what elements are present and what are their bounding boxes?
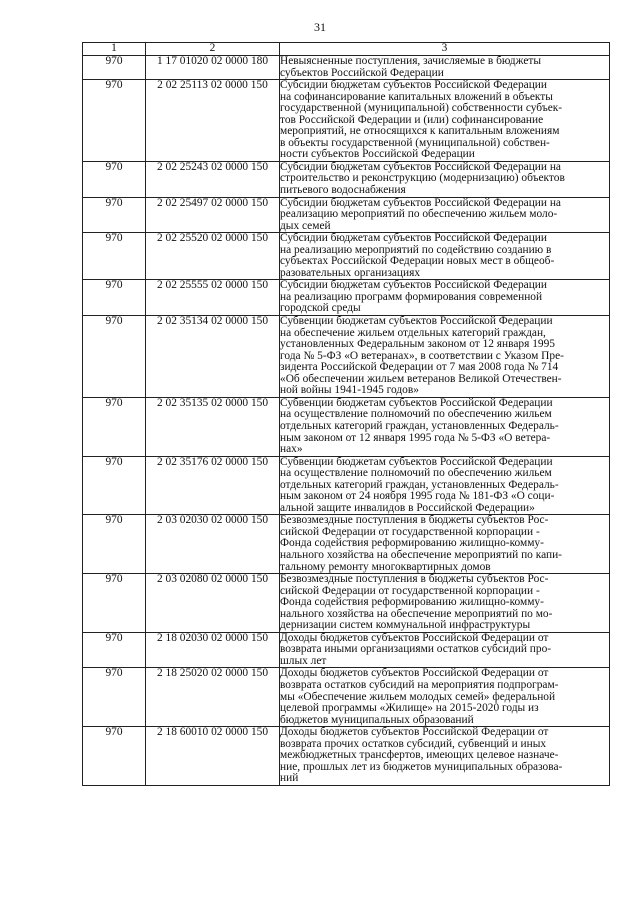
table-body	[83, 56, 610, 786]
budget-classification-code: 2 02 35134 02 0000 150	[146, 316, 280, 398]
description-line: возврата иными организациями остатков субсидий про-	[280, 643, 552, 656]
description-line: Доходы бюджетов субъектов Российской Федерации от	[280, 631, 549, 644]
description-line: тов Российской Федерации и (или) софинансирование	[280, 113, 544, 126]
description-line: субъектах Российской Федерации новых мест в общеоб-	[280, 255, 555, 268]
description-line: отдельных категорий граждан, установленных Федераль-	[280, 478, 559, 491]
description-line: Безвозмездные поступления в бюджеты субъектов Рос-	[280, 573, 549, 586]
table-row	[83, 197, 610, 233]
description-line: государственной (муниципальной) собственности субъек-	[280, 102, 563, 115]
table-row	[83, 80, 610, 162]
budget-classification-code: 2 02 35135 02 0000 150	[146, 397, 280, 456]
revenue-description	[280, 161, 610, 197]
table-row	[83, 280, 610, 316]
revenue-codes-table	[82, 42, 610, 786]
description-line: года № 5-ФЗ «О ветеранах», в соответствии с Указом Пре-	[280, 349, 564, 362]
budget-classification-code: 2 02 35176 02 0000 150	[146, 456, 280, 515]
description-line: Субсидии бюджетам субъектов Российской Федерации	[280, 279, 547, 292]
administrator-code: 970	[83, 397, 146, 456]
description-line: нального хозяйства на обеспечение мероприятий по капи-	[280, 548, 562, 561]
administrator-code: 970	[83, 515, 146, 574]
page-number: 31	[314, 20, 326, 34]
administrator-code: 970	[83, 80, 146, 162]
description-line: дых семей	[280, 219, 331, 232]
budget-classification-code: 2 03 02030 02 0000 150	[146, 515, 280, 574]
revenue-description	[280, 56, 610, 80]
description-line: установленных Федеральным законом от 12 января 1995	[280, 338, 555, 351]
description-line: целевой программы «Жилище» на 2015-2020 годы из	[280, 702, 539, 715]
budget-classification-code: 2 18 02030 02 0000 150	[146, 632, 280, 668]
column-header-3: 3	[280, 43, 610, 56]
description-line: на софинансирование капитальных вложений в объекты	[280, 90, 553, 103]
description-line: ности субъектов Российской Федерации	[280, 148, 475, 161]
administrator-code: 970	[83, 280, 146, 316]
description-line: нах»	[280, 443, 303, 456]
description-line: дернизации систем коммунальной инфраструктуры	[280, 619, 531, 632]
table-row	[83, 574, 610, 633]
description-line: шлых лет	[280, 654, 327, 667]
description-line: Субвенции бюджетам субъектов Российской Федерации	[280, 396, 553, 409]
table-row	[83, 456, 610, 515]
description-line: нального хозяйства на обеспечение мероприятий по мо-	[280, 607, 553, 620]
revenue-description	[280, 316, 610, 398]
revenue-description	[280, 668, 610, 727]
revenue-description	[280, 515, 610, 574]
description-line: возврата остатков субсидий на мероприятия подпрограм-	[280, 678, 559, 691]
revenue-description	[280, 397, 610, 456]
budget-classification-code: 2 02 25113 02 0000 150	[146, 80, 280, 162]
administrator-code: 970	[83, 161, 146, 197]
description-line: «Об обеспечении жильем ветеранов Великой Отечествен-	[280, 372, 562, 385]
column-header-2: 2	[146, 43, 280, 56]
description-line: ние, прошлых лет из бюджетов муниципальных образова-	[280, 760, 563, 773]
budget-classification-code: 2 02 25520 02 0000 150	[146, 233, 280, 280]
description-line: Субсидии бюджетам субъектов Российской Федерации на	[280, 160, 561, 173]
description-line: разовательных организациях	[280, 266, 421, 279]
table-header	[83, 43, 610, 56]
table-row	[83, 515, 610, 574]
table-row	[83, 727, 610, 786]
administrator-code: 970	[83, 316, 146, 398]
description-line: Субвенции бюджетам субъектов Российской Федерации	[280, 315, 553, 328]
description-line: бюджетов муниципальных образований	[280, 713, 474, 726]
revenue-description	[280, 197, 610, 233]
administrator-code: 970	[83, 197, 146, 233]
administrator-code: 970	[83, 727, 146, 786]
revenue-description	[280, 280, 610, 316]
description-line: тальному ремонту многоквартирных домов	[280, 560, 491, 573]
description-line: реализацию мероприятий по обеспечению жильем моло-	[280, 208, 558, 221]
description-line: ным законом от 12 января 1995 года № 5-ФЗ «О ветера-	[280, 431, 551, 444]
description-line: городской среды	[280, 302, 361, 315]
description-line: питьевого водоснабжения	[280, 184, 406, 197]
description-line: на реализацию мероприятий по содействию созданию в	[280, 243, 552, 256]
description-line: на реализацию программ формирования современной	[280, 290, 543, 303]
budget-classification-code: 2 18 60010 02 0000 150	[146, 727, 280, 786]
description-line: Субвенции бюджетам субъектов Российской Федерации	[280, 455, 553, 468]
administrator-code: 970	[83, 456, 146, 515]
description-line: возврата прочих остатков субсидий, субвенций и иных	[280, 737, 547, 750]
table-row	[83, 56, 610, 80]
budget-classification-code: 1 17 01020 02 0000 180	[146, 56, 280, 80]
description-line: сийской Федерации от государственной корпорации -	[280, 525, 540, 538]
table-row	[83, 668, 610, 727]
budget-classification-code: 2 02 25243 02 0000 150	[146, 161, 280, 197]
revenue-description	[280, 233, 610, 280]
administrator-code: 970	[83, 668, 146, 727]
column-header-1: 1	[83, 43, 146, 56]
description-line: субъектов Российской Федерации	[280, 66, 444, 79]
description-line: зидента Российской Федерации от 7 мая 2008 года № 714	[280, 361, 559, 374]
description-line: мероприятий, не относящихся к капитальным вложениям	[280, 125, 560, 138]
description-line: Фонда содействия реформированию жилищно-комму-	[280, 537, 544, 550]
description-line: отдельных категорий граждан, установленных Федераль-	[280, 419, 559, 432]
table-row	[83, 161, 610, 197]
description-line: межбюджетных трансфертов, имеющих целевое назначе-	[280, 749, 559, 762]
table-row	[83, 397, 610, 456]
revenue-description	[280, 80, 610, 162]
description-line: ным законом от 24 ноября 1995 года № 181-ФЗ «О соци-	[280, 490, 555, 503]
description-line: ний	[280, 772, 299, 785]
table-row	[83, 632, 610, 668]
description-line: на осуществление полномочий по обеспечению жильем	[280, 408, 552, 421]
description-line: Доходы бюджетов субъектов Российской Федерации от	[280, 726, 549, 739]
description-line: на обеспечение жильем отдельных категорий граждан,	[280, 326, 546, 339]
description-line: Субсидии бюджетам субъектов Российской Федерации	[280, 79, 547, 92]
revenue-description	[280, 632, 610, 668]
description-line: Фонда содействия реформированию жилищно-комму-	[280, 596, 544, 609]
description-line: строительство и реконструкцию (модернизацию) объектов	[280, 172, 565, 185]
header-row	[83, 43, 610, 56]
administrator-code: 970	[83, 574, 146, 633]
description-line: на осуществление полномочий по обеспечению жильем	[280, 467, 552, 480]
administrator-code: 970	[83, 233, 146, 280]
description-line: Субсидии бюджетам субъектов Российской Федерации	[280, 232, 547, 245]
table-row	[83, 316, 610, 398]
description-line: сийской Федерации от государственной корпорации -	[280, 584, 540, 597]
budget-classification-code: 2 18 25020 02 0000 150	[146, 668, 280, 727]
description-line: в объекты государственной (муниципальной) собствен-	[280, 136, 550, 149]
description-line: Безвозмездные поступления в бюджеты субъектов Рос-	[280, 514, 549, 527]
description-line: Субсидии бюджетам субъектов Российской Федерации на	[280, 196, 561, 209]
revenue-description	[280, 574, 610, 633]
budget-classification-code: 2 02 25555 02 0000 150	[146, 280, 280, 316]
budget-classification-code: 2 03 02080 02 0000 150	[146, 574, 280, 633]
description-line: альной защите инвалидов в Российской Федерации»	[280, 501, 535, 514]
description-line: Невыясненные поступления, зачисляемые в бюджеты	[280, 55, 541, 67]
revenue-description	[280, 727, 610, 786]
revenue-description	[280, 456, 610, 515]
description-line: ной войны 1941-1945 годов»	[280, 384, 419, 397]
table-row	[83, 233, 610, 280]
administrator-code: 970	[83, 56, 146, 80]
budget-classification-code: 2 02 25497 02 0000 150	[146, 197, 280, 233]
description-line: мы «Обеспечение жильем молодых семей» федеральной	[280, 690, 556, 703]
description-line: Доходы бюджетов субъектов Российской Федерации от	[280, 667, 549, 680]
administrator-code: 970	[83, 632, 146, 668]
